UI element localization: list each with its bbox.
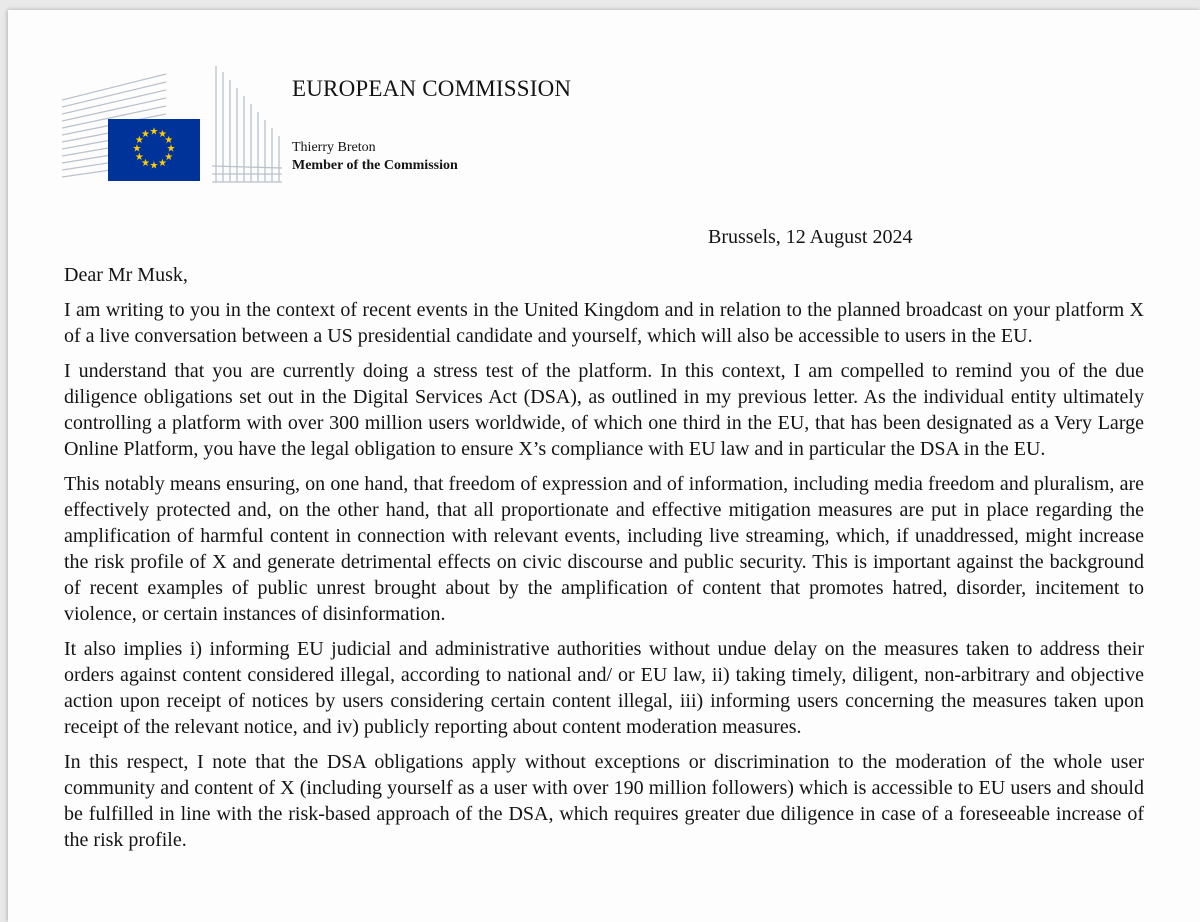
- svg-text:★: ★: [158, 128, 167, 140]
- svg-text:★: ★: [149, 160, 159, 172]
- svg-text:★: ★: [166, 143, 176, 155]
- salutation: Dear Mr Musk,: [64, 264, 188, 286]
- svg-text:★: ★: [132, 143, 142, 155]
- svg-text:★: ★: [141, 158, 150, 170]
- paragraph-context: I am writing to you in the context of recent events in the United Kingdom and in relation to the planned broadcast on your platform X of a live conversation between a US presidential candidate and yourself, which will also be accessible to users in the EU.: [64, 299, 1144, 347]
- letter-body: [64, 297, 1144, 862]
- svg-text:★: ★: [141, 128, 150, 140]
- paragraph-freedom-of-expression: This notably means ensuring, on one hand, that freedom of expression and of information, including media freedom and pluralism, are effectively protected and, on the other hand, that all proportionate and effective mitigation measures are put in place regarding the amplification of harmful content in connection with relevant events, including live streaming, which, if unaddressed, might increase the risk profile of X and generate detrimental effects on civic discourse and public security. This is important against the background of recent examples of public unrest brought about by the amplification of content that promotes hatred, disorder, incitement to violence, or certain instances of disinformation.: [64, 473, 1144, 625]
- place-and-date: Brussels, 12 August 2024: [708, 226, 913, 248]
- paragraph-moderation-scope: In this respect, I note that the DSA obligations apply without exceptions or discrimination to the moderation of the whole user community and content of X (including yourself as a user with over 190 million followers) which is accessible to EU users and should be fulfilled in line with the risk-based approach of the DSA, which requires greater due diligence in case of a foreseeable increase of the risk profile.: [64, 751, 1144, 851]
- author-name: Thierry Breton: [292, 140, 376, 155]
- commission-building-logo-icon: [62, 64, 282, 188]
- svg-text:★: ★: [149, 126, 159, 138]
- svg-text:★: ★: [158, 158, 167, 170]
- letter-page: [8, 10, 1200, 922]
- svg-text:★: ★: [134, 135, 144, 146]
- organization-name: EUROPEAN COMMISSION: [292, 76, 572, 101]
- svg-text:★: ★: [134, 152, 144, 163]
- paragraph-dsa-obligations: I understand that you are currently doing a stress test of the platform. In this context, I am compelled to remind you of the due diligence obligations set out in the Digital Services Act (DSA), as outlined in my previous letter. As the individual entity ultimately controlling a platform with over 300 million users worldwide, of which one third in the EU, that has been designated as a Very Large Online Platform, you have the legal obligation to ensure X’s compliance with EU law and in particular the DSA in the EU.: [64, 360, 1144, 460]
- european-commission-logo: [62, 64, 282, 188]
- svg-text:★: ★: [164, 135, 174, 146]
- svg-text:★: ★: [164, 152, 174, 163]
- author-role: Member of the Commission: [292, 158, 458, 173]
- paragraph-implications: It also implies i) informing EU judicial and administrative authorities without undue delay on the measures taken to address their orders against content considered illegal, according to national and/ or EU law, ii) taking timely, diligent, non-arbitrary and objective action upon receipt of notices by users considering certain content illegal, iii) informing users concerning the measures taken upon receipt of the relevant notice, and iv) publicly reporting about content moderation measures.: [64, 638, 1144, 738]
